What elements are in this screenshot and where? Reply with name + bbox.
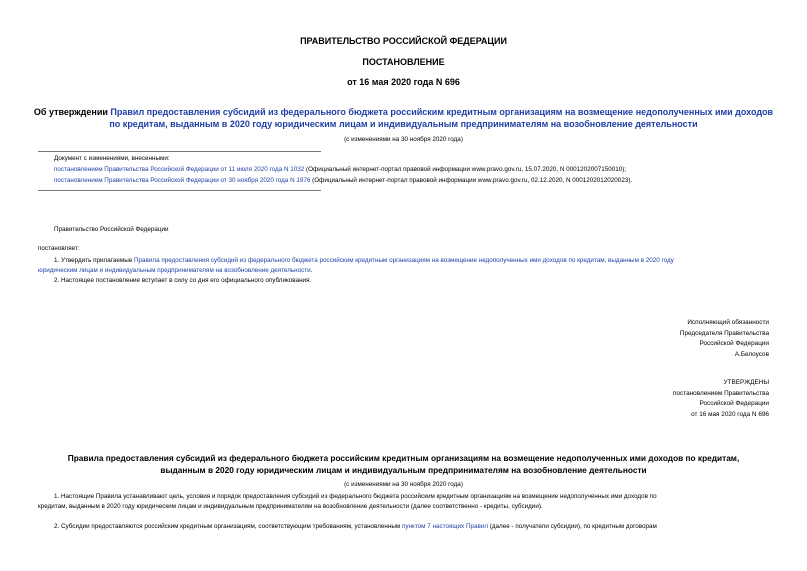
p1-rules-link-cont[interactable]: юридическим лицам и индивидуальным предпринимателям на возобновление деятельности (38, 267, 311, 274)
changes-item-1-note: (Официальный интернет-портал правовой информации www.pravo.gov.ru, 15.07.2020, N 0001202007150010); (304, 166, 627, 173)
divider-top (38, 151, 321, 152)
body-decides: постановляет: (38, 245, 80, 252)
p1-prefix: 1. Утвердить прилагаемые (54, 257, 134, 264)
rules-title (0, 452, 807, 476)
body-paragraph-2: 2. Настоящее постановление вступает в силу со дня его официального опубликования. (54, 277, 312, 284)
rules-p2-link[interactable]: пунктом 7 настоящих Правил (402, 523, 489, 530)
signature-line1: Исполняющий обязанности (687, 319, 769, 326)
changes-item-1 (54, 166, 626, 173)
rules-amended-note: (с изменениями на 30 ноября 2020 года) (344, 481, 463, 488)
document-title-line1 (0, 106, 807, 118)
rules-p2-prefix: 2. Субсидии предоставляются российским кредитным организациям, соответствующим требованиям, установленным (54, 523, 402, 530)
document-title (0, 106, 807, 130)
rules-paragraph-2 (54, 523, 769, 530)
title-rules-link[interactable]: Правил предоставления субсидий из федерального бюджета российским кредитным организациям на возмещение недополученных ими доходов (110, 107, 774, 117)
rules-p2-suffix: (далее - получатели субсидии), по кредитным договорам (488, 523, 657, 530)
signature-line2: Председателя Правительства (679, 329, 769, 337)
approved-line1: УТВЕРЖДЕНЫ (723, 379, 769, 386)
changes-item-2-link[interactable]: постановлением Правительства Российской Федерации от 30 ноября 2020 года N 1976 (54, 177, 311, 184)
approved-block (673, 378, 769, 420)
approved-line4: от 16 мая 2020 года N 696 (691, 410, 769, 418)
title-prefix: Об утверждении (33, 107, 111, 117)
body-government: Правительство Российской Федерации (54, 226, 169, 233)
changes-item-1-link[interactable]: постановлением Правительства Российской Федерации от 11 июля 2020 года N 1032 (54, 166, 305, 173)
p1-suffix: . (310, 267, 313, 274)
document-type: ПОСТАНОВЛЕНИЕ (362, 57, 445, 67)
body-paragraph-1 (38, 256, 769, 276)
signature-name: А.Белоусов (734, 350, 769, 358)
changes-item-2-note: (Официальный интернет-портал правовой информации www.pravo.gov.ru, 02.12.2020, N 0001202012020023). (310, 177, 633, 184)
document-date-number: от 16 мая 2020 года N 696 (347, 77, 460, 87)
rules-paragraph-1 (38, 492, 769, 512)
title-rules-link-line2[interactable]: по кредитам, выданным в 2020 году юридическим лицам и индивидуальным предпринимателям на возобновление деятельности (109, 119, 698, 129)
changes-item-2 (54, 177, 632, 184)
government-heading: ПРАВИТЕЛЬСТВО РОССИЙСКОЙ ФЕДЕРАЦИИ (300, 36, 507, 46)
rules-p1-line1: 1. Настоящие Правила устанавливают цель, условия и порядок предоставления субсидий из федерального бюджета российским кредитным организациям на возмещение недополученных ими доходов по (54, 493, 657, 500)
rules-title-line1: Правила предоставления субсидий из федерального бюджета российским кредитным организациям на возмещение недополученных ими доходов по кредитам, (67, 453, 740, 463)
divider-bottom (38, 190, 321, 191)
amended-note: (с изменениями на 30 ноября 2020 года) (344, 136, 463, 143)
changes-intro: Документ с изменениями, внесенными: (54, 155, 170, 162)
signature-block (680, 318, 769, 360)
approved-line3: Российской Федерации (699, 400, 769, 407)
p1-rules-link[interactable]: Правила предоставления субсидий из федерального бюджета российским кредитным организациям на возмещение недополученных ими доходов по кредитам, выданным в 2020 году (134, 257, 674, 264)
approved-line2: постановлением Правительства (673, 389, 769, 397)
signature-line3: Российской Федерации (699, 340, 769, 347)
rules-p1-line2: кредитам, выданным в 2020 году юридическим лицам и индивидуальным предпринимателям на возобновление деятельности (далее соответственно - кредиты, субсидии). (38, 503, 543, 510)
rules-title-line2: выданным в 2020 году юридическим лицам и индивидуальным предпринимателям на возобновление деятельности (160, 465, 647, 475)
body-paragraph-1-line2 (38, 266, 769, 276)
body-paragraph-1-line1 (38, 256, 769, 266)
